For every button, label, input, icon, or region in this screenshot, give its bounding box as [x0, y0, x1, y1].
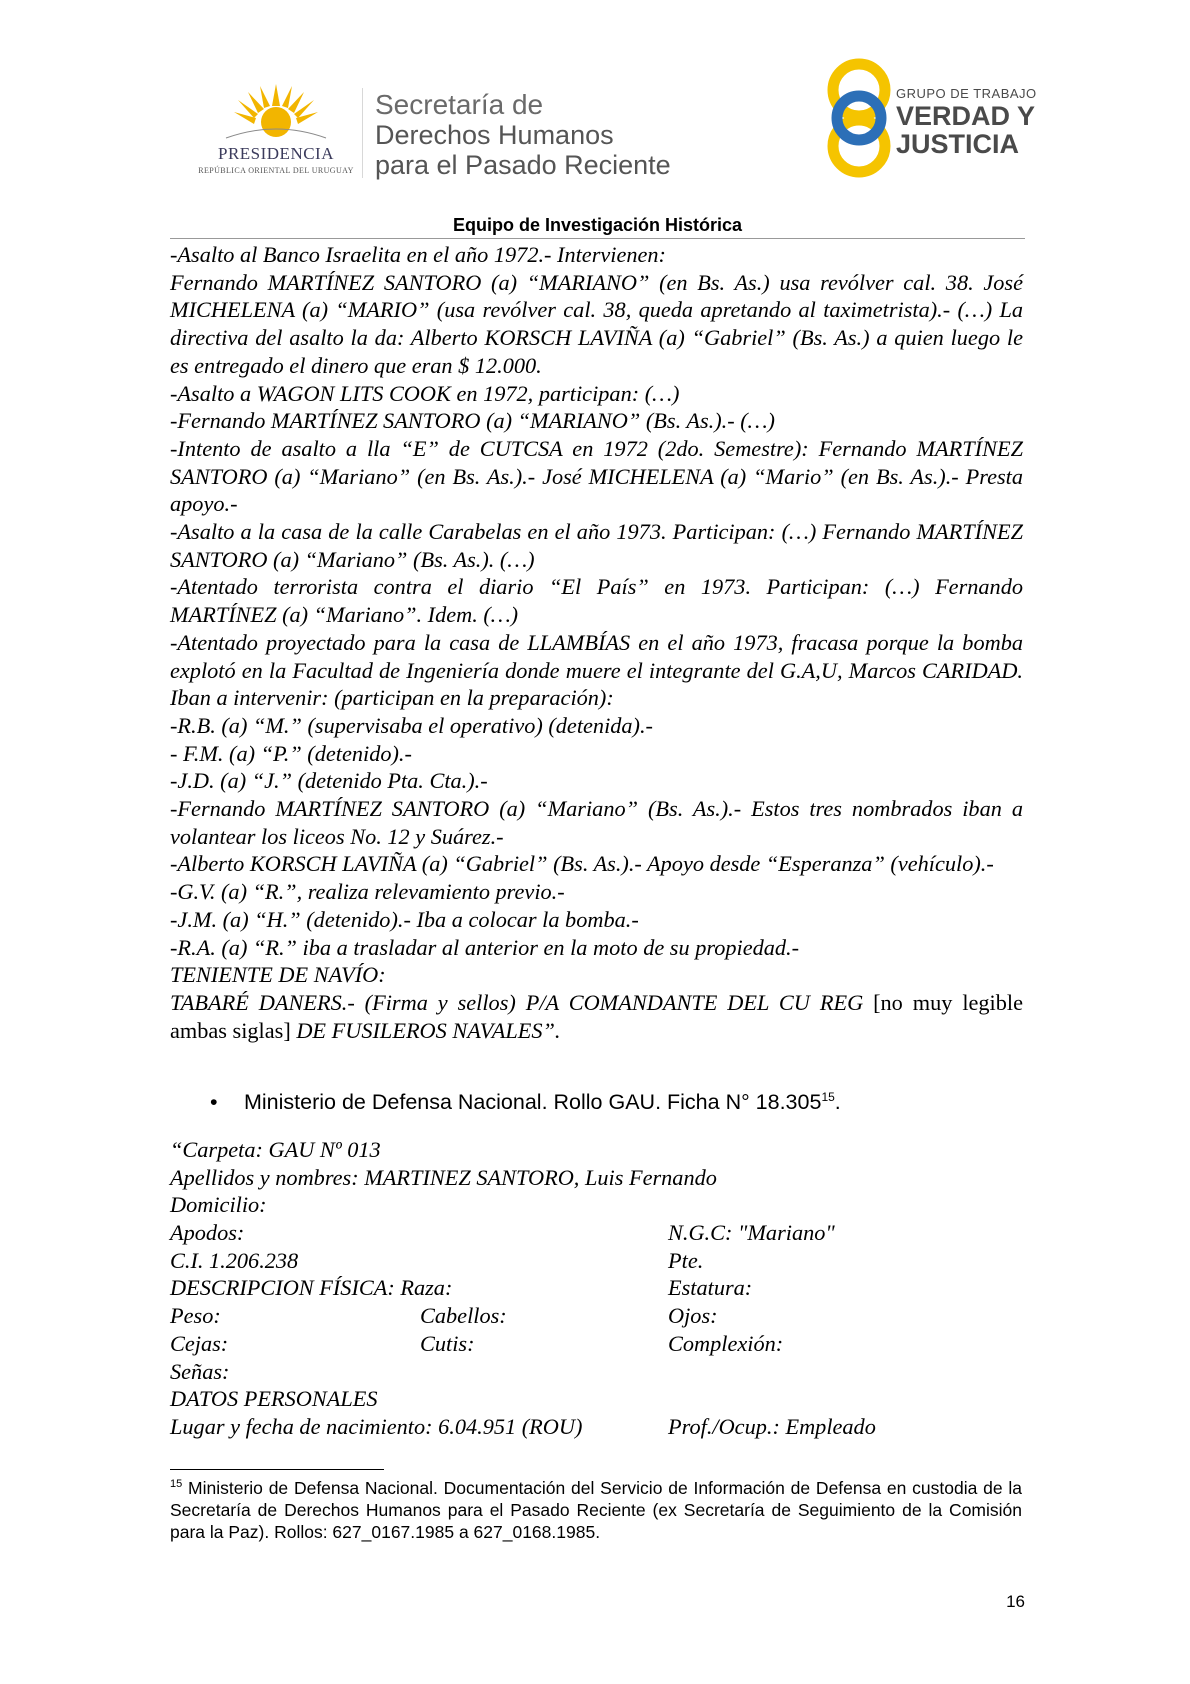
record-row — [170, 1219, 1023, 1247]
record-senas: Señas: — [170, 1358, 230, 1384]
body-paragraph: -Atentado proyectado para la casa de LLAMBÍAS en el año 1973, fracasa porque la bomba explotó en la Facultad de Ingeniería donde muere el integrante del G.A,U, Marcos CARIDAD. Iban a intervenir: (participan en la preparación): — [170, 629, 1023, 711]
header-divider — [362, 88, 363, 178]
record-row — [170, 1247, 1023, 1275]
body-paragraph: - F.M. (a) “P.” (detenido).- — [170, 740, 412, 766]
record-estatura: Estatura: — [668, 1275, 753, 1301]
signature-editor-note: [no muy legible ambas siglas] — [170, 989, 1023, 1043]
grupo-line2: VERDAD Y — [896, 101, 1036, 131]
record-descripcion: DESCRIPCION FÍSICA: Raza: — [170, 1275, 453, 1301]
record-row — [170, 1302, 1023, 1330]
body-paragraph: -Atentado terrorista contra el diario “El País” en 1973. Participan: (…) Fernando MARTÍNEZ (a) “Mariano”. Idem. (…) — [170, 574, 1023, 628]
record-pte: Pte. — [668, 1247, 704, 1273]
header-rule — [170, 238, 1025, 239]
presidencia-logo — [196, 82, 356, 182]
footnote — [170, 1477, 1022, 1543]
body-paragraph: -Alberto KORSCH LAVIÑA (a) “Gabriel” (Bs. As.).- Apoyo desde “Esperanza” (vehículo).- — [170, 851, 994, 877]
grupo-line1: GRUPO DE TRABAJO — [896, 86, 1037, 101]
record-row — [170, 1330, 1023, 1358]
record-ngc: N.G.C: "Mariano" — [668, 1220, 835, 1246]
presidencia-name: PRESIDENCIA — [217, 144, 334, 163]
bullet-text: Ministerio de Defensa Nacional. Rollo GAU. Ficha N° 18.305 — [244, 1090, 822, 1114]
bullet-end: . — [834, 1090, 841, 1114]
page-number: 16 — [1006, 1592, 1025, 1611]
body-paragraph: -G.V. (a) “R.”, realiza relevamiento previo.- — [170, 879, 565, 905]
rings-icon — [820, 56, 898, 180]
record-prof: Prof./Ocup.: Empleado — [668, 1413, 876, 1439]
secretaria-line2: Derechos Humanos — [375, 120, 614, 150]
footnote-text: Ministerio de Defensa Nacional. Documentación del Servicio de Información de Defensa en custodia de la Secretaría de Derechos Humanos para el Pasado Reciente (ex Secretaría de Seguimiento de la Comisión para la Paz). Rollos: 627_0167.1985 a 627_0168.1985. — [170, 1478, 1022, 1542]
body-paragraph: Fernando MARTÍNEZ SANTORO (a) “MARIANO” (en Bs. As.) usa revólver cal. 38. José MICHELENA (a) “MARIO” (usa revólver cal. 38, queda apretando al taximetrista).- (…) La directiva del asalto la da: Alberto KORSCH LAVIÑA (a) “Gabriel” (Bs. As.) a quien luego le es entregado el dinero que eran $ 12.000. — [170, 269, 1023, 378]
record-row — [170, 1413, 1023, 1441]
body-paragraph: -R.B. (a) “M.” (supervisaba el operativo) (detenida).- — [170, 712, 653, 738]
body-paragraph: -R.A. (a) “R.” iba a trasladar al anterior en la moto de su propiedad.- — [170, 934, 800, 960]
body-paragraph: -Asalto a WAGON LITS COOK en 1972, participan: (…) — [170, 380, 680, 406]
secretaria-logo-text — [375, 90, 671, 180]
footnote-ref: 15 — [821, 1089, 835, 1104]
body-paragraph: -Fernando MARTÍNEZ SANTORO (a) “Mariano” (Bs. As.).- Estos tres nombrados iban a volantear los liceos No. 12 y Suárez.- — [170, 796, 1023, 849]
record-carpeta: “Carpeta: GAU Nº 013 — [170, 1137, 381, 1162]
bullet-text-wrap — [244, 1090, 841, 1115]
team-title: Equipo de Investigación Histórica — [452, 215, 743, 235]
record-apellidos: Apellidos y nombres: MARTINEZ SANTORO, Luis Fernando — [170, 1164, 717, 1190]
signature-part1: TABARÉ DANERS.- (Firma y sellos) P/A COMANDANTE DEL CU REG — [170, 989, 864, 1015]
record-complexion: Complexión: — [668, 1330, 784, 1356]
record-row — [170, 1136, 1023, 1164]
body-text — [170, 241, 1023, 1044]
bullet-dot: • — [210, 1090, 218, 1114]
record-ci: C.I. 1.206.238 — [170, 1247, 299, 1273]
record-peso: Peso: — [170, 1303, 221, 1329]
signature-part3: DE FUSILEROS NAVALES”. — [296, 1017, 561, 1043]
signature-paragraph — [170, 989, 1023, 1044]
record-row — [170, 1358, 1023, 1386]
sun-icon — [196, 82, 356, 144]
presidencia-subtitle: REPÚBLICA ORIENTAL DEL URUGUAY — [198, 166, 354, 175]
record-card — [170, 1136, 1023, 1441]
secretaria-line3: para el Pasado Reciente — [375, 150, 671, 180]
footnote-rule — [170, 1469, 384, 1470]
grupo-logo-text — [896, 86, 1037, 158]
grupo-line3: JUSTICIA — [896, 129, 1020, 159]
record-apodos: Apodos: — [170, 1220, 245, 1246]
record-ojos: Ojos: — [668, 1303, 718, 1329]
body-paragraph: -J.M. (a) “H.” (detenido).- Iba a colocar la bomba.- — [170, 906, 639, 932]
record-row — [170, 1385, 1023, 1413]
record-cejas: Cejas: — [170, 1330, 229, 1356]
body-paragraph: -Intento de asalto a lla “E” de CUTCSA en 1972 (2do. Semestre): Fernando MARTÍNEZ SANTORO (a) “Mariano” (en Bs. As.).- José MICHELENA (a) “Mario” (en Bs. As.).- Presta apoyo.- — [170, 435, 1023, 517]
body-paragraph: -J.D. (a) “J.” (detenido Pta. Cta.).- — [170, 768, 488, 794]
secretaria-line1: Secretaría de — [375, 89, 544, 120]
body-paragraph: -Fernando MARTÍNEZ SANTORO (a) “MARIANO” (Bs. As.).- (…) — [170, 408, 775, 434]
record-datos: DATOS PERSONALES — [170, 1386, 378, 1412]
record-row — [170, 1191, 1023, 1219]
record-domicilio: Domicilio: — [170, 1192, 267, 1218]
body-paragraph: -Asalto a la casa de la calle Carabelas en el año 1973. Participan: (…) Fernando MARTÍNEZ SANTORO (a) “Mariano” (Bs. As.). (…) — [170, 519, 1023, 572]
body-paragraph: TENIENTE DE NAVÍO: — [170, 962, 386, 988]
record-row — [170, 1274, 1023, 1302]
record-cutis: Cutis: — [420, 1330, 475, 1356]
record-cabellos: Cabellos: — [420, 1303, 507, 1329]
footnote-number: 15 — [170, 1478, 183, 1491]
body-paragraph: -Asalto al Banco Israelita en el año 1972.- Intervienen: — [170, 242, 666, 267]
record-lugar: Lugar y fecha de nacimiento: 6.04.951 (ROU) — [170, 1413, 583, 1439]
record-row — [170, 1164, 1023, 1192]
